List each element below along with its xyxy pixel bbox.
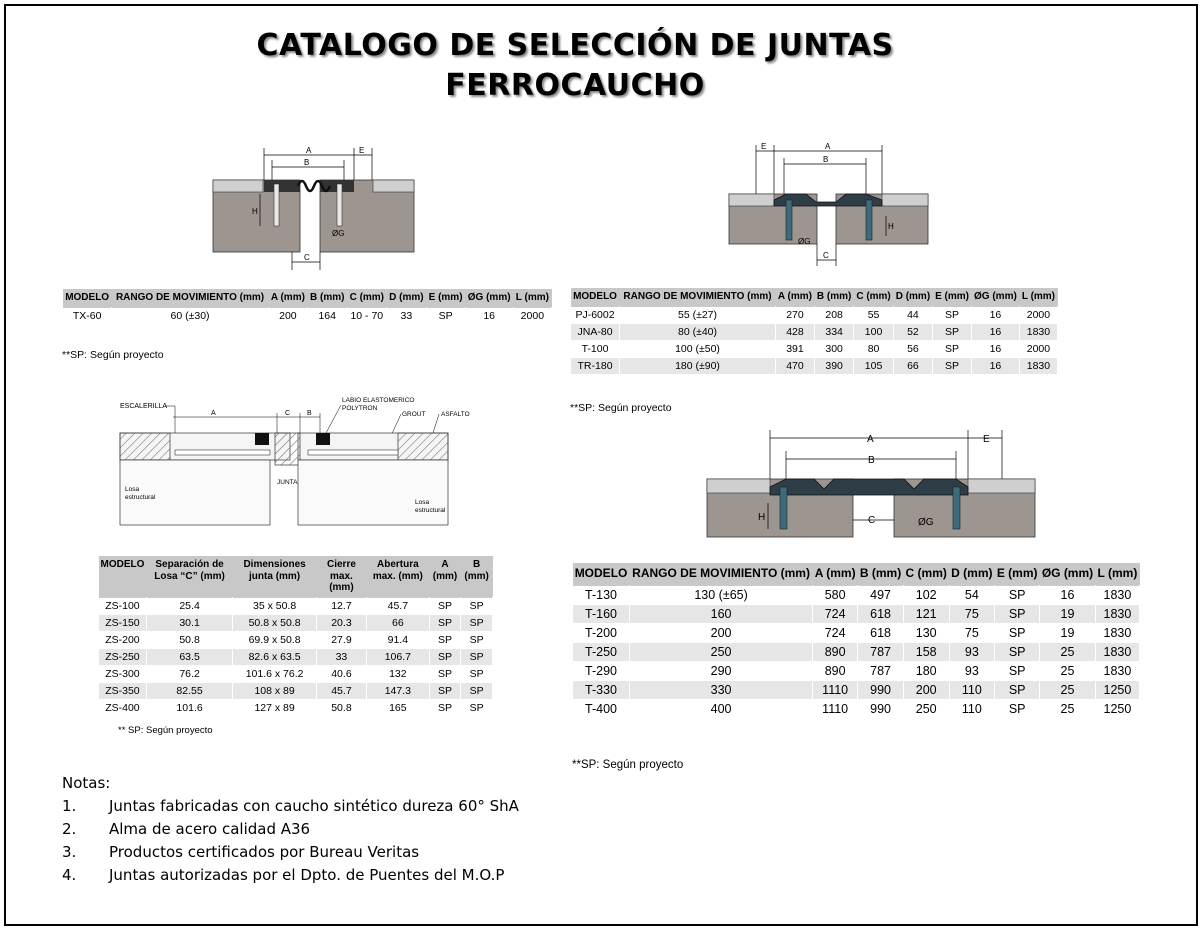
- table-cell: 10 - 70: [347, 307, 387, 324]
- table-cell: 1110: [813, 680, 858, 699]
- dim-h-label-2: H: [888, 222, 894, 231]
- table-cell: 390: [814, 357, 853, 374]
- col-modelo: MODELO: [99, 556, 147, 597]
- table-cell: 106.7: [366, 648, 429, 665]
- junta-label: JUNTA: [277, 479, 298, 486]
- table-row: [99, 597, 493, 614]
- table-cell: 724: [813, 604, 858, 623]
- dim-c-label-3: C: [285, 410, 291, 417]
- table-cell: 66: [893, 357, 932, 374]
- table-row: [99, 631, 493, 648]
- table-cell: 16: [971, 357, 1019, 374]
- col-b: B (mm): [461, 556, 493, 597]
- table-cell: 1250: [1095, 680, 1139, 699]
- table-cell: 12.7: [316, 597, 366, 614]
- zs-joint-diagram: [115, 393, 475, 529]
- table-cell: SP: [429, 648, 461, 665]
- table-cell: 2000: [513, 307, 551, 324]
- col-modelo: MODELO: [63, 289, 112, 307]
- table-cell: T-160: [573, 604, 630, 623]
- table-cell: 108 x 89: [233, 682, 317, 699]
- table-cell: 16: [971, 340, 1019, 357]
- table-cell: 102: [903, 585, 949, 604]
- table-cell: 110: [949, 680, 995, 699]
- table-row: [99, 665, 493, 682]
- table-cell: 890: [813, 642, 858, 661]
- table-cell: 787: [858, 642, 904, 661]
- table-cell: SP: [933, 323, 972, 340]
- table-row: [573, 585, 1140, 604]
- table-cell: 165: [366, 699, 429, 716]
- col-cierre: Cierre max. (mm): [316, 556, 366, 597]
- table-cell: 76.2: [146, 665, 232, 682]
- notes-heading: Notas:: [62, 774, 111, 792]
- table-row: [571, 340, 1058, 357]
- dim-h-label-4: H: [758, 512, 766, 523]
- table-cell: SP: [429, 614, 461, 631]
- table-cell: 101.6: [146, 699, 232, 716]
- table-cell: 25.4: [146, 597, 232, 614]
- table-cell: ZS-400: [99, 699, 147, 716]
- tx-joint-diagram: [210, 140, 430, 272]
- col-separacion: Separación de Losa “C” (mm): [146, 556, 232, 597]
- escalerilla-label: ESCALERILLA: [120, 403, 168, 410]
- table-cell: 50.8: [146, 631, 232, 648]
- table-cell: 334: [814, 323, 853, 340]
- table-header-row: [63, 289, 552, 307]
- table-cell: 35 x 50.8: [233, 597, 317, 614]
- table-cell: 16: [971, 323, 1019, 340]
- table-cell: 990: [858, 699, 904, 718]
- table-cell: 93: [949, 642, 995, 661]
- table-cell: 101.6 x 76.2: [233, 665, 317, 682]
- table-cell: SP: [995, 604, 1040, 623]
- table-cell: 110: [949, 699, 995, 718]
- note-item: [62, 864, 519, 887]
- pj-table-note: **SP: Según proyecto: [570, 402, 672, 414]
- note-number: 4.: [62, 866, 77, 884]
- table-cell: 130 (±65): [630, 585, 813, 604]
- tx-table-body: [63, 307, 552, 324]
- table-cell: 580: [813, 585, 858, 604]
- table-cell: ZS-350: [99, 682, 147, 699]
- table-cell: 19: [1040, 623, 1096, 642]
- table-cell: ZS-150: [99, 614, 147, 631]
- t-table: [572, 563, 1140, 719]
- table-cell: SP: [429, 665, 461, 682]
- col-modelo: MODELO: [571, 288, 620, 306]
- table-header-row: [571, 288, 1058, 306]
- table-cell: ZS-100: [99, 597, 147, 614]
- col-c: C (mm): [854, 288, 893, 306]
- table-cell: SP: [426, 307, 465, 324]
- table-cell: 164: [307, 307, 347, 324]
- table-row: [63, 307, 552, 324]
- col-og: ØG (mm): [1040, 563, 1096, 585]
- table-row: [573, 661, 1140, 680]
- col-e: E (mm): [933, 288, 972, 306]
- table-cell: 45.7: [366, 597, 429, 614]
- table-cell: 55 (±27): [620, 306, 776, 323]
- table-cell: SP: [933, 340, 972, 357]
- note-text: Productos certificados por Bureau Veritas: [109, 843, 420, 861]
- col-rango: RANGO DE MOVIMIENTO (mm): [112, 289, 269, 307]
- table-cell: SP: [429, 631, 461, 648]
- table-cell: 1110: [813, 699, 858, 718]
- table-cell: SP: [429, 699, 461, 716]
- t-table-body: [573, 585, 1140, 718]
- table-row: [573, 699, 1140, 718]
- zs-table-note: ** SP: Según proyecto: [118, 725, 213, 736]
- table-cell: 66: [366, 614, 429, 631]
- page-title-line-1: CATALOGO DE SELECCIÓN DE JUNTAS: [256, 28, 894, 63]
- col-b: B (mm): [814, 288, 853, 306]
- table-cell: 80 (±40): [620, 323, 776, 340]
- table-cell: ZS-300: [99, 665, 147, 682]
- table-cell: 69.9 x 50.8: [233, 631, 317, 648]
- table-cell: 33: [316, 648, 366, 665]
- col-l: L (mm): [1095, 563, 1139, 585]
- dim-b-label-4: B: [868, 455, 875, 466]
- note-item: [62, 841, 519, 864]
- table-row: [99, 682, 493, 699]
- table-cell: 1830: [1095, 623, 1139, 642]
- dim-a-label-2: A: [825, 142, 831, 151]
- losa-label-1: Losa: [125, 486, 140, 493]
- table-cell: 1250: [1095, 699, 1139, 718]
- table-cell: 44: [893, 306, 932, 323]
- table-cell: SP: [995, 661, 1040, 680]
- table-cell: 130: [903, 623, 949, 642]
- table-cell: 33: [387, 307, 427, 324]
- table-cell: 2000: [1019, 306, 1057, 323]
- table-cell: 82.6 x 63.5: [233, 648, 317, 665]
- labio-label-1: LABIO ELASTOMERICO: [342, 397, 415, 404]
- table-cell: 160: [630, 604, 813, 623]
- note-number: 1.: [62, 797, 77, 815]
- dim-c-label-2: C: [823, 251, 829, 260]
- table-cell: 25: [1040, 680, 1096, 699]
- table-cell: 1830: [1095, 585, 1139, 604]
- table-cell: T-400: [573, 699, 630, 718]
- table-cell: 158: [903, 642, 949, 661]
- table-cell: 25: [1040, 642, 1096, 661]
- note-number: 3.: [62, 843, 77, 861]
- table-cell: TX-60: [63, 307, 112, 324]
- dim-og-label: ØG: [332, 229, 345, 238]
- table-row: [573, 604, 1140, 623]
- table-cell: T-290: [573, 661, 630, 680]
- table-cell: 2000: [1019, 340, 1057, 357]
- table-cell: 132: [366, 665, 429, 682]
- pj-table: [570, 288, 1058, 375]
- table-cell: 52: [893, 323, 932, 340]
- table-cell: 290: [630, 661, 813, 680]
- table-cell: 400: [630, 699, 813, 718]
- col-modelo: MODELO: [573, 563, 630, 585]
- table-cell: 20.3: [316, 614, 366, 631]
- note-text: Juntas fabricadas con caucho sintético dureza 60° ShA: [109, 797, 519, 815]
- table-cell: T-250: [573, 642, 630, 661]
- table-cell: 890: [813, 661, 858, 680]
- table-cell: 60 (±30): [112, 307, 269, 324]
- table-cell: T-330: [573, 680, 630, 699]
- table-cell: ZS-200: [99, 631, 147, 648]
- table-cell: SP: [933, 357, 972, 374]
- table-cell: 428: [775, 323, 814, 340]
- table-cell: 180: [903, 661, 949, 680]
- table-cell: 470: [775, 357, 814, 374]
- table-cell: 30.1: [146, 614, 232, 631]
- table-cell: 75: [949, 623, 995, 642]
- labio-label-2: POLYTRON: [342, 405, 378, 412]
- table-cell: SP: [461, 597, 493, 614]
- table-cell: 618: [858, 623, 904, 642]
- table-cell: 80: [854, 340, 893, 357]
- asfalto-label: ASFALTO: [441, 411, 470, 418]
- table-cell: 82.55: [146, 682, 232, 699]
- table-cell: SP: [461, 699, 493, 716]
- table-cell: 1830: [1019, 357, 1057, 374]
- table-cell: SP: [461, 648, 493, 665]
- table-cell: 1830: [1019, 323, 1057, 340]
- dim-a-label-3: A: [211, 410, 216, 417]
- col-e: E (mm): [426, 289, 465, 307]
- table-cell: 1830: [1095, 604, 1139, 623]
- table-row: [99, 614, 493, 631]
- table-cell: SP: [995, 585, 1040, 604]
- zs-table-body: [99, 597, 493, 716]
- table-cell: T-100: [571, 340, 620, 357]
- table-cell: 724: [813, 623, 858, 642]
- col-b: B (mm): [858, 563, 904, 585]
- dim-e-label-4: E: [983, 434, 990, 445]
- estructural-label-1: estructural: [125, 494, 156, 501]
- table-cell: 100: [854, 323, 893, 340]
- dim-b-label-2: B: [823, 155, 829, 164]
- table-cell: 787: [858, 661, 904, 680]
- table-cell: PJ-6002: [571, 306, 620, 323]
- table-cell: 55: [854, 306, 893, 323]
- table-row: [571, 357, 1058, 374]
- table-cell: 200: [268, 307, 307, 324]
- table-cell: SP: [461, 614, 493, 631]
- note-text: Juntas autorizadas por el Dpto. de Puentes del M.O.P: [109, 866, 505, 884]
- table-cell: 1830: [1095, 661, 1139, 680]
- table-cell: 1830: [1095, 642, 1139, 661]
- table-cell: 63.5: [146, 648, 232, 665]
- table-cell: 40.6: [316, 665, 366, 682]
- table-cell: 300: [814, 340, 853, 357]
- dim-og-label-2: ØG: [798, 237, 811, 246]
- table-cell: 27.9: [316, 631, 366, 648]
- pj-table-body: [571, 306, 1058, 374]
- col-l: L (mm): [513, 289, 551, 307]
- table-cell: 25: [1040, 699, 1096, 718]
- table-cell: 121: [903, 604, 949, 623]
- table-row: [573, 623, 1140, 642]
- table-cell: 16: [1040, 585, 1096, 604]
- table-cell: 100 (±50): [620, 340, 776, 357]
- t-joint-diagram: [704, 425, 1040, 541]
- table-cell: SP: [995, 680, 1040, 699]
- table-cell: 147.3: [366, 682, 429, 699]
- notes-section: [62, 772, 519, 887]
- grout-label: GROUT: [402, 411, 426, 418]
- estructural-label-2: estructural: [415, 507, 446, 514]
- dim-b-label-3: B: [307, 410, 312, 417]
- table-cell: SP: [933, 306, 972, 323]
- table-cell: 25: [1040, 661, 1096, 680]
- dim-h-label: H: [252, 207, 258, 216]
- dim-c-label: C: [304, 253, 310, 262]
- table-cell: SP: [995, 642, 1040, 661]
- dim-e-label-2: E: [761, 142, 767, 151]
- table-cell: 93: [949, 661, 995, 680]
- pj-joint-diagram: [726, 140, 932, 270]
- note-item: [62, 795, 519, 818]
- table-cell: 45.7: [316, 682, 366, 699]
- table-cell: 54: [949, 585, 995, 604]
- table-cell: 75: [949, 604, 995, 623]
- table-cell: SP: [995, 623, 1040, 642]
- table-cell: 16: [465, 307, 513, 324]
- table-cell: T-130: [573, 585, 630, 604]
- col-og: ØG (mm): [971, 288, 1019, 306]
- t-table-note: **SP: Según proyecto: [572, 759, 684, 771]
- table-cell: ZS-250: [99, 648, 147, 665]
- dim-c-label-4: C: [868, 515, 876, 526]
- col-c: C (mm): [347, 289, 387, 307]
- table-cell: 270: [775, 306, 814, 323]
- col-c: C (mm): [903, 563, 949, 585]
- table-row: [99, 699, 493, 716]
- table-cell: 127 x 89: [233, 699, 317, 716]
- col-a: A (mm): [268, 289, 307, 307]
- dim-b-label: B: [304, 158, 310, 167]
- table-row: [99, 648, 493, 665]
- table-cell: TR-180: [571, 357, 620, 374]
- col-a: A (mm): [429, 556, 461, 597]
- table-cell: 56: [893, 340, 932, 357]
- table-cell: 180 (±90): [620, 357, 776, 374]
- col-d: D (mm): [949, 563, 995, 585]
- col-a: A (mm): [775, 288, 814, 306]
- table-cell: 16: [971, 306, 1019, 323]
- zs-table: [98, 556, 493, 717]
- table-cell: SP: [429, 682, 461, 699]
- table-row: [573, 680, 1140, 699]
- table-cell: 91.4: [366, 631, 429, 648]
- table-cell: T-200: [573, 623, 630, 642]
- table-cell: 497: [858, 585, 904, 604]
- table-cell: 208: [814, 306, 853, 323]
- table-cell: 50.8: [316, 699, 366, 716]
- table-cell: 250: [903, 699, 949, 718]
- table-cell: 200: [903, 680, 949, 699]
- col-a: A (mm): [813, 563, 858, 585]
- col-d: D (mm): [387, 289, 427, 307]
- col-abertura: Abertura max. (mm): [366, 556, 429, 597]
- col-og: ØG (mm): [465, 289, 513, 307]
- table-cell: SP: [429, 597, 461, 614]
- table-cell: SP: [995, 699, 1040, 718]
- note-text: Alma de acero calidad A36: [109, 820, 311, 838]
- table-cell: 105: [854, 357, 893, 374]
- table-cell: JNA-80: [571, 323, 620, 340]
- note-number: 2.: [62, 820, 77, 838]
- dim-a-label: A: [306, 146, 312, 155]
- col-rango: RANGO DE MOVIMIENTO (mm): [630, 563, 813, 585]
- table-header-row: [573, 563, 1140, 585]
- losa-label-2: Losa: [415, 499, 430, 506]
- table-cell: 990: [858, 680, 904, 699]
- table-cell: SP: [461, 682, 493, 699]
- table-header-row: [99, 556, 493, 597]
- table-cell: 250: [630, 642, 813, 661]
- table-cell: 19: [1040, 604, 1096, 623]
- col-b: B (mm): [307, 289, 347, 307]
- dim-og-label-4: ØG: [918, 517, 934, 528]
- col-rango: RANGO DE MOVIMIENTO (mm): [620, 288, 776, 306]
- table-cell: 618: [858, 604, 904, 623]
- table-cell: 391: [775, 340, 814, 357]
- table-cell: 330: [630, 680, 813, 699]
- table-cell: 50.8 x 50.8: [233, 614, 317, 631]
- table-cell: SP: [461, 665, 493, 682]
- table-row: [571, 306, 1058, 323]
- page-title-line-2: FERROCAUCHO: [445, 68, 705, 103]
- note-item: [62, 818, 519, 841]
- table-row: [573, 642, 1140, 661]
- tx-table: [62, 289, 552, 325]
- tx-table-note: **SP: Según proyecto: [62, 349, 164, 361]
- dim-a-label-4: A: [867, 434, 874, 445]
- dim-e-label: E: [359, 146, 365, 155]
- col-dimensiones: Dimensiones junta (mm): [233, 556, 317, 597]
- col-e: E (mm): [995, 563, 1040, 585]
- col-d: D (mm): [893, 288, 932, 306]
- col-l: L (mm): [1019, 288, 1057, 306]
- table-row: [571, 323, 1058, 340]
- table-cell: SP: [461, 631, 493, 648]
- table-cell: 200: [630, 623, 813, 642]
